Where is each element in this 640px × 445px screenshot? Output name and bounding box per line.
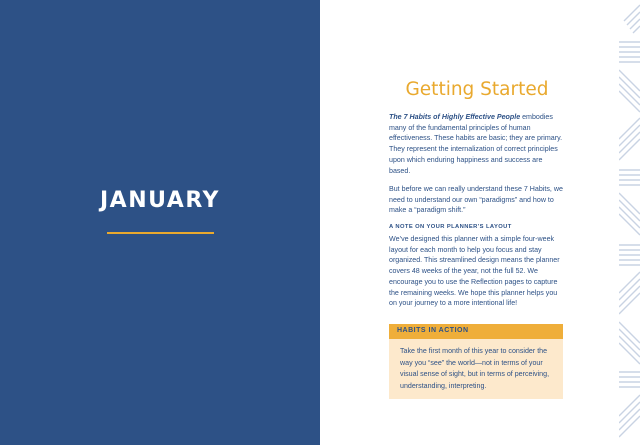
gold-divider [107,232,214,234]
page-title: Getting Started [405,79,549,100]
decorative-stripe-pattern [619,0,640,445]
layout-note-heading: A NOTE ON YOUR PLANNER’S LAYOUT [389,224,512,230]
callout-header [389,324,563,339]
callout-text: Take the first month of this year to consider the way you “see” the world—not in terms of your visual sense of sight, but in terms of perceiving, understanding, interpreting. [400,347,550,390]
layout-note-paragraph: We’ve designed this planner with a simple four-week layout for each month to help you focus and stay organized. This streamlined design means the planner covers 48 weeks of the year, not the full 52. We encourage you to use the Reflection pages to capture the remaining weeks. We hope this planner helps you on your journey to a more intentional life! [389,235,560,308]
intro-text: embodies many of the fundamental principles of human effectiveness. These habits are basic; they are primary. They represent the internalization of correct principles upon which enduring happiness and success are based. [389,113,563,175]
callout-box [389,339,563,399]
callout-heading: HABITS IN ACTION [397,327,469,334]
month-title: JANUARY [99,188,220,213]
book-title: The 7 Habits of Highly Effective People [389,113,521,121]
paradigm-paragraph: But before we can really understand these 7 Habits, we need to understand our own “paradigms” and how to make a “paradigm shift.” [389,185,563,215]
intro-paragraph [389,112,563,176]
